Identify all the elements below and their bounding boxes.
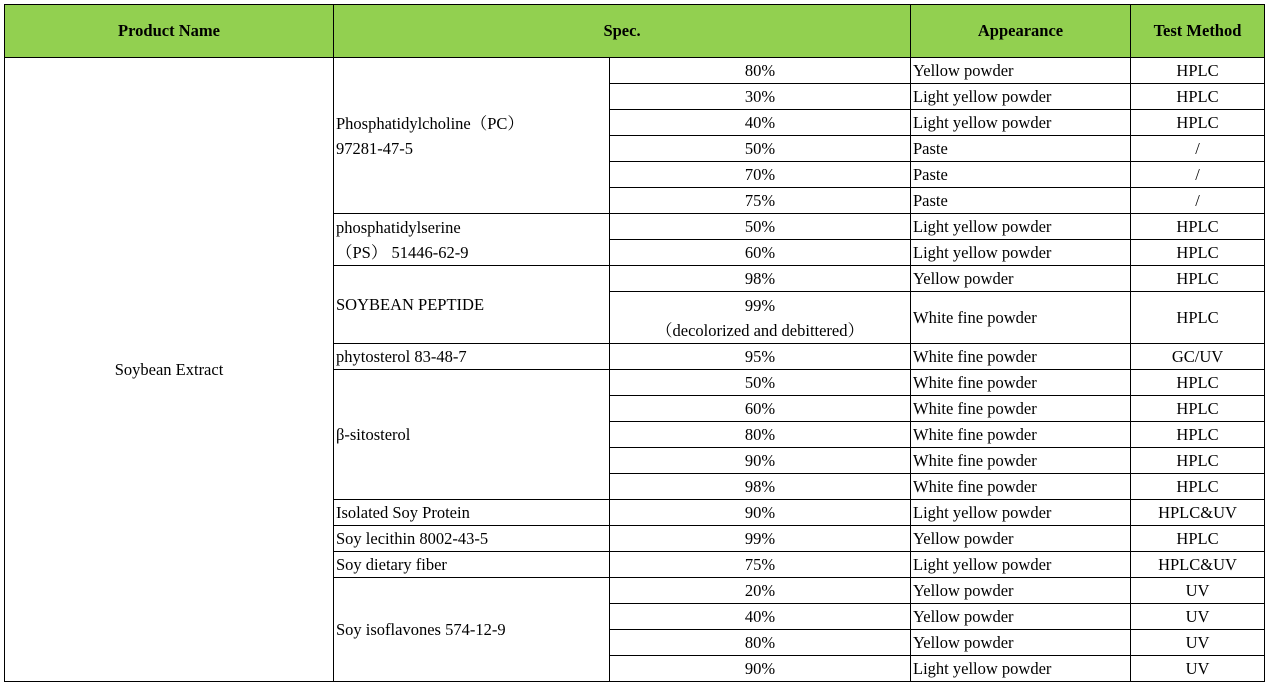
spec-cell [610,396,911,422]
test-method-cell: HPLC [1131,214,1265,240]
table-row [5,58,1265,84]
component-label: β-sitosterol [336,425,411,444]
component-label: Soy dietary fiber [336,555,447,574]
spec-cell [610,370,911,396]
spec-cell [610,500,911,526]
header-spec: Spec. [334,5,911,58]
test-method-cell: HPLC&UV [1131,552,1265,578]
test-method-cell: HPLC [1131,474,1265,500]
test-method-cell: HPLC [1131,58,1265,84]
appearance-cell: White fine powder [911,448,1131,474]
component-cell [334,552,610,578]
appearance-cell: Yellow powder [911,58,1131,84]
test-method-cell: GC/UV [1131,344,1265,370]
test-method-cell: HPLC [1131,396,1265,422]
appearance-cell: Paste [911,162,1131,188]
spec-value: 98% [744,269,776,288]
test-method-cell: UV [1131,630,1265,656]
spec-value: 40% [744,113,776,132]
spec-cell [610,58,911,84]
appearance-cell: White fine powder [911,422,1131,448]
spec-cell [610,578,911,604]
test-method-cell: HPLC [1131,422,1265,448]
spec-value: 80% [744,425,776,444]
spec-value: 99% [744,529,776,548]
spec-value: 30% [744,87,776,106]
appearance-cell: Light yellow powder [911,84,1131,110]
header-row [5,5,1265,58]
spec-cell [610,344,911,370]
product-name-cell: Soybean Extract [5,58,334,682]
component-cell [334,500,610,526]
spec-cell [610,604,911,630]
spec-value: 50% [744,139,776,158]
header-appearance: Appearance [911,5,1131,58]
spec-cell [610,110,911,136]
component-label: Soy isoflavones 574-12-9 [336,620,506,639]
component-cell [334,578,610,682]
test-method-cell: / [1131,188,1265,214]
spec-cell [610,84,911,110]
component-cell [334,266,610,344]
spec-cell [610,162,911,188]
spec-value: 70% [744,165,776,184]
product-spec-table [4,4,1265,682]
spec-value: 98% [744,477,776,496]
appearance-cell: Light yellow powder [911,552,1131,578]
appearance-cell: Light yellow powder [911,110,1131,136]
table-body [5,58,1265,682]
test-method-cell: / [1131,136,1265,162]
spec-cell [610,266,911,292]
spec-cell [610,214,911,240]
appearance-cell: White fine powder [911,344,1131,370]
test-method-cell: HPLC [1131,526,1265,552]
spec-value: 20% [744,581,776,600]
spec-value: 60% [744,243,776,262]
component-cell [334,526,610,552]
spec-value: 50% [744,217,776,236]
test-method-cell: HPLC [1131,110,1265,136]
appearance-cell: Light yellow powder [911,500,1131,526]
test-method-cell: UV [1131,656,1265,682]
spec-cell [610,526,911,552]
spec-cell [610,448,911,474]
spec-value: 90% [744,659,776,678]
spec-value: 60% [744,399,776,418]
spec-value: 80% [744,633,776,652]
appearance-cell: White fine powder [911,370,1131,396]
spec-cell [610,292,911,344]
spec-value: 80% [744,61,776,80]
appearance-cell: Yellow powder [911,604,1131,630]
spec-value: 99% [744,295,776,315]
spec-cell [610,422,911,448]
test-method-cell: / [1131,162,1265,188]
appearance-cell: Yellow powder [911,578,1131,604]
spec-value: 50% [744,373,776,392]
component-label: Isolated Soy Protein [336,503,470,522]
spec-cell [610,552,911,578]
header-product-name: Product Name [5,5,334,58]
component-cell [334,58,610,214]
component-label: Phosphatidylcholine（PC） [336,113,524,133]
appearance-cell: Paste [911,136,1131,162]
appearance-cell: Yellow powder [911,630,1131,656]
component-label: phytosterol 83-48-7 [336,347,467,366]
test-method-cell: HPLC [1131,448,1265,474]
spec-cell [610,630,911,656]
header-test-method: Test Method [1131,5,1265,58]
spec-cell [610,474,911,500]
test-method-cell: UV [1131,578,1265,604]
appearance-cell: White fine powder [911,474,1131,500]
component-label: phosphatidylserine [336,217,461,237]
component-cell [334,344,610,370]
appearance-cell: Light yellow powder [911,656,1131,682]
spec-cell [610,240,911,266]
spec-cell [610,656,911,682]
appearance-cell: White fine powder [911,396,1131,422]
appearance-cell: Light yellow powder [911,240,1131,266]
test-method-cell: HPLC [1131,240,1265,266]
appearance-cell: Paste [911,188,1131,214]
component-label: SOYBEAN PEPTIDE [336,295,485,314]
spec-cell [610,136,911,162]
spec-value: 75% [744,191,776,210]
test-method-cell: HPLC [1131,292,1265,344]
test-method-cell: HPLC [1131,84,1265,110]
spec-cell [610,188,911,214]
spec-value: 75% [744,555,776,574]
component-label: （PS） 51446-62-9 [336,242,469,262]
appearance-cell: Light yellow powder [911,214,1131,240]
appearance-cell: Yellow powder [911,266,1131,292]
component-cell [334,214,610,266]
appearance-cell: White fine powder [911,292,1131,344]
spec-value: 90% [744,451,776,470]
component-label: 97281-47-5 [336,138,413,158]
appearance-cell: Yellow powder [911,526,1131,552]
spec-value: 40% [744,607,776,626]
test-method-cell: HPLC [1131,266,1265,292]
spec-value: （decolorized and debittered） [656,320,864,340]
component-label: Soy lecithin 8002-43-5 [336,529,489,548]
test-method-cell: HPLC [1131,370,1265,396]
spec-value: 95% [744,347,776,366]
spec-value: 90% [744,503,776,522]
test-method-cell: UV [1131,604,1265,630]
test-method-cell: HPLC&UV [1131,500,1265,526]
component-cell [334,370,610,500]
